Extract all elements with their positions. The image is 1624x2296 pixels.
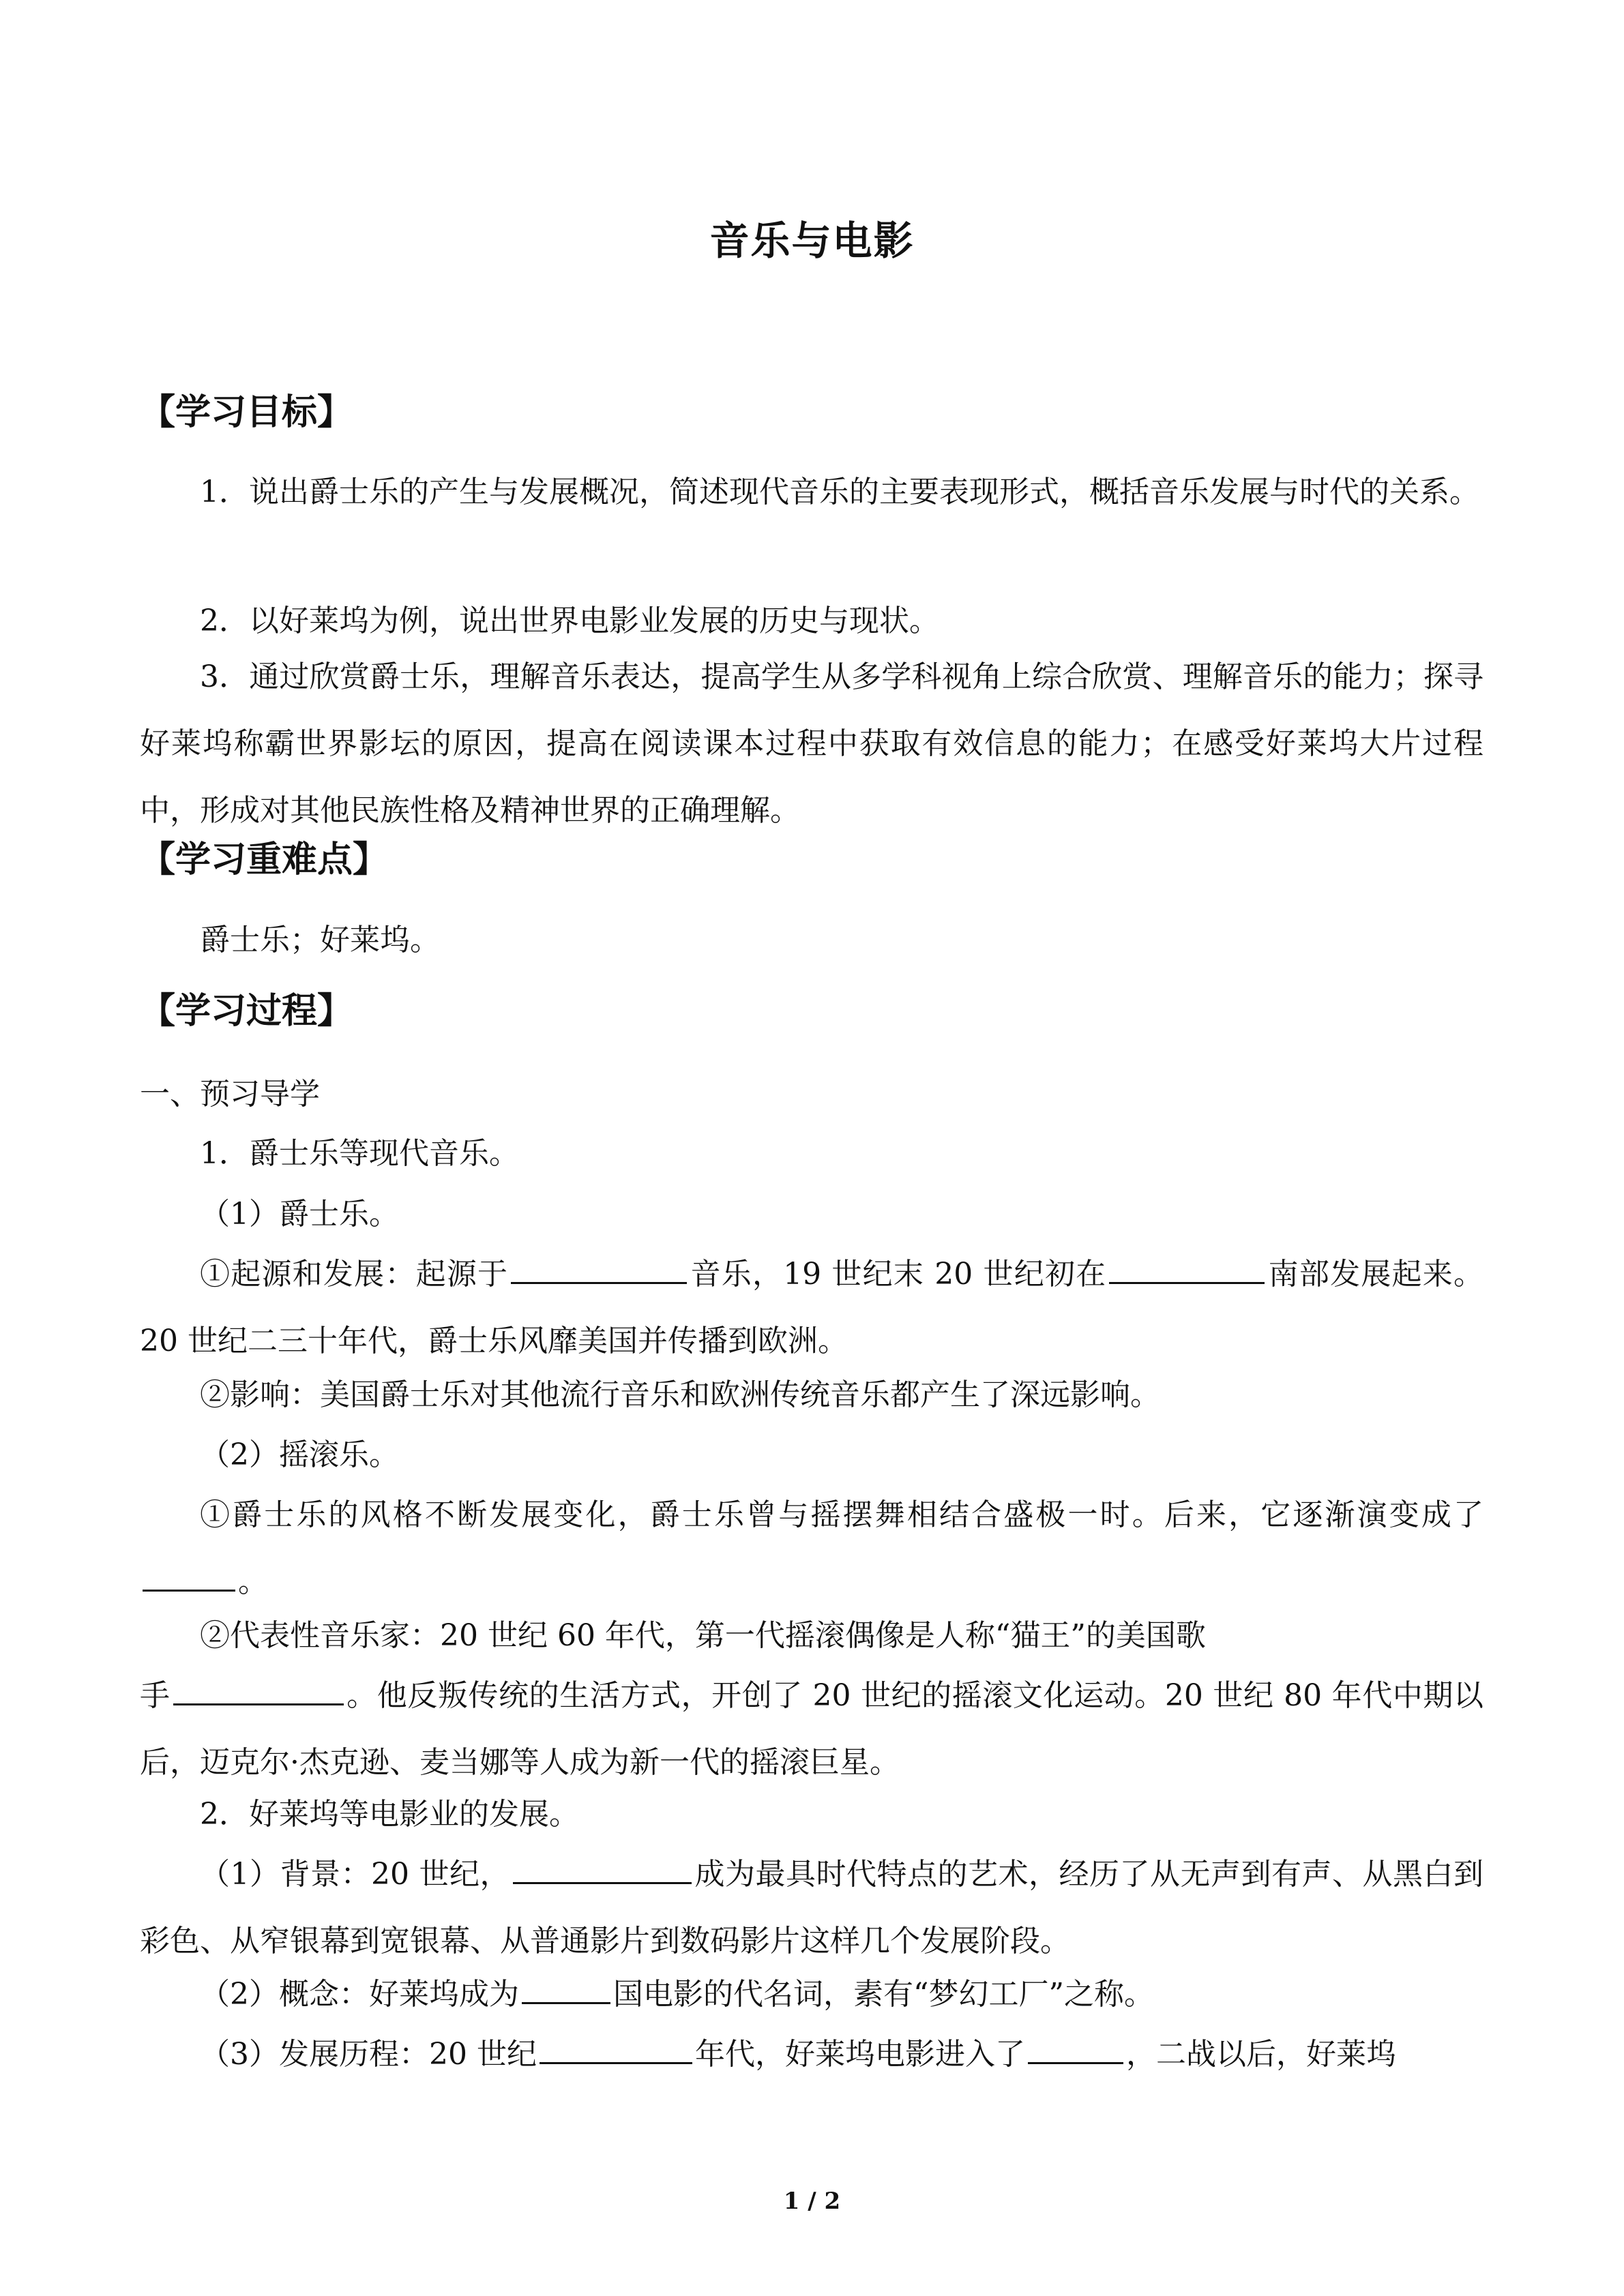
rock-artist-line-1: ②代表性音乐家：20 世纪 60 年代，第一代摇滚偶像是人称“猫王”的美国歌 [200, 1618, 1206, 1653]
process-heading: 【学习过程】 [140, 991, 353, 1032]
jazz-origin-paragraph [140, 1241, 1483, 1375]
film-bg-text-a: （1）背景：20 世纪， [200, 1857, 510, 1892]
film-history-text-b: 年代，好莱坞电影进入了 [694, 2037, 1025, 2072]
blank-jazz-source [511, 1252, 687, 1284]
rock-artist-paragraph [140, 1663, 1483, 1796]
blank-jazz-region [1109, 1252, 1265, 1284]
film-concept-text-b: 国电影的代名词，素有“梦幻工厂”之称。 [613, 1977, 1154, 2012]
jazz-origin-text-c: 南部发展起来。20 世纪二三十年代，爵士乐风靡美国并传播到欧洲。 [140, 1257, 1484, 1358]
rock-artist-text-a: 手 [140, 1678, 171, 1713]
page-title: 音乐与电影 [709, 218, 915, 264]
item1-title: 1．爵士乐等现代音乐。 [200, 1136, 519, 1171]
objective-item-3: 3．通过欣赏爵士乐，理解音乐表达，提高学生从多学科视角上综合欣赏、理解音乐的能力；探寻好莱坞称霸世界影坛的原因，提高在阅读课本过程中获取有效信息的能力；在感受好莱坞大片过程中，形成对其他民族性格及精神世界的正确理解。 [140, 659, 1483, 828]
blank-film-era [1028, 2032, 1123, 2064]
film-history-text-a: （3）发展历程：20 世纪 [200, 2037, 537, 2072]
film-history-text-c: ，二战以后，好莱坞 [1125, 2037, 1396, 2072]
blank-rock-evolution [143, 1560, 235, 1592]
jazz-title: （1）爵士乐。 [200, 1197, 399, 1232]
jazz-origin-text-a: ①起源和发展：起源于 [200, 1257, 509, 1292]
item2-title: 2．好莱坞等电影业的发展。 [200, 1797, 579, 1832]
key-points-heading: 【学习重难点】 [140, 839, 389, 880]
film-background-paragraph [140, 1841, 1483, 1975]
film-concept-text-a: （2）概念：好莱坞成为 [200, 1977, 519, 2012]
page-number: 1 / 2 [783, 2188, 841, 2215]
blank-rock-singer [173, 1673, 344, 1705]
film-history-paragraph [140, 2021, 1483, 2088]
objective-item-1: 1．说出爵士乐的产生与发展概况，简述现代音乐的主要表现形式，概括音乐发展与时代的关系。 [200, 475, 1479, 509]
rock-artist-text-b: 。他反叛传统的生活方式，开创了 20 世纪的摇滚文化运动。20 世纪 80 年代中期以后，迈克尔·杰克逊、麦当娜等人成为新一代的摇滚巨星。 [140, 1678, 1483, 1780]
jazz-origin-text-b: 音乐，19 世纪末 20 世纪初在 [690, 1257, 1107, 1292]
blank-film-country [522, 1972, 610, 2004]
rock-style-text-b: 。 [238, 1564, 268, 1599]
objective-item-2: 2．以好莱坞为例，说出世界电影业发展的历史与现状。 [200, 603, 939, 638]
jazz-influence: ②影响：美国爵士乐对其他流行音乐和欧洲传统音乐都产生了深远影响。 [200, 1377, 1160, 1412]
film-bg-text-b: 成为最具时代特点的艺术，经历了从无声到有声、从黑白到彩色、从窄银幕到宽银幕、从普通影片到数码影片这样几个发展阶段。 [140, 1857, 1484, 1958]
blank-film-art [513, 1852, 692, 1884]
rock-title: （2）摇滚乐。 [200, 1437, 399, 1472]
rock-style-paragraph [140, 1482, 1483, 1615]
part1-title: 一、预习导学 [140, 1077, 320, 1112]
film-concept-paragraph [140, 1961, 1483, 2028]
blank-film-decade [540, 2032, 692, 2064]
rock-style-text-a: ①爵士乐的风格不断发展变化，爵士乐曾与摇摆舞相结合盛极一时。后来，它逐渐演变成了 [200, 1497, 1483, 1532]
key-points-text: 爵士乐；好莱坞。 [200, 923, 440, 957]
objectives-heading: 【学习目标】 [140, 392, 353, 433]
